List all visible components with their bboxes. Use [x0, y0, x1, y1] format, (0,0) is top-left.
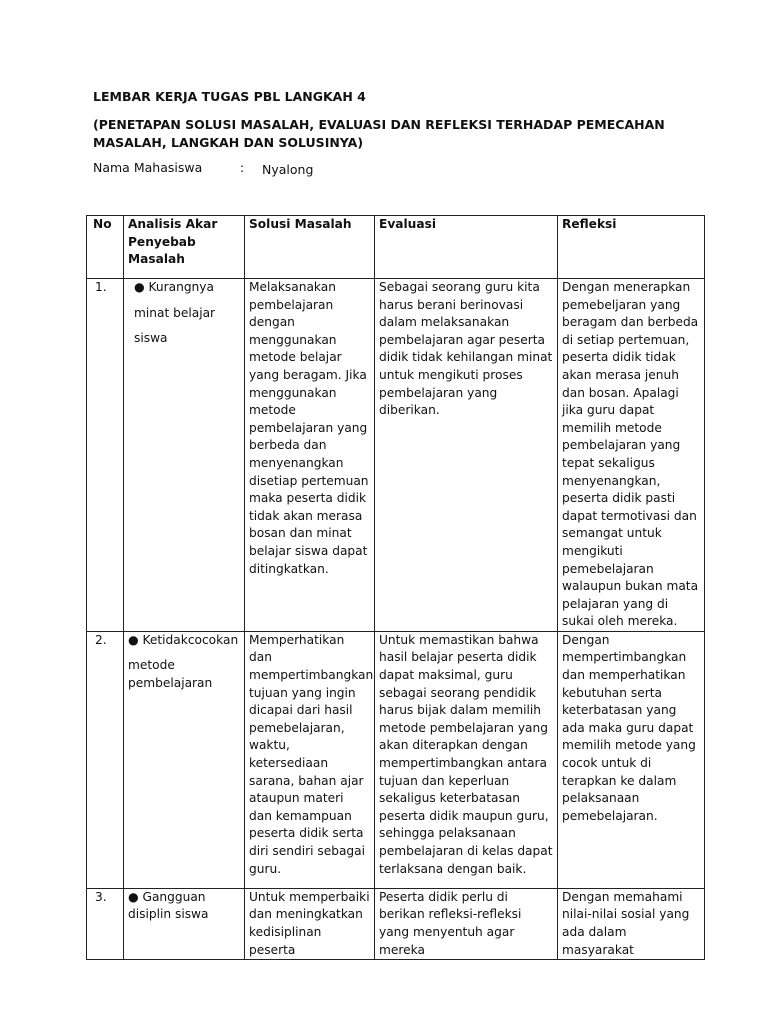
solusi-text: Melaksanakan pembelajaran dengan menggunakan metode belajar yang beragam. Jika menggunakan metode pembelajaran yang berbeda dan menyenangkan disetiap pertemuan maka peserta didik tidak akan merasa bosan dan minat belajar siswa dapat ditingkatkan.: [249, 280, 369, 576]
row-solusi: [245, 631, 375, 888]
evaluasi-text: Sebagai seorang guru kita harus berani berinovasi dalam melaksanakan pembelajaran agar peserta didik tidak kehilangan minat untuk mengikuti proses pembelajaran yang diberikan.: [379, 280, 553, 418]
table-row: [87, 888, 705, 959]
document-title: LEMBAR KERJA TUGAS PBL LANGKAH 4: [93, 89, 366, 104]
row-analisis: [124, 631, 245, 888]
row-number: 3.: [87, 888, 124, 959]
header-analisis: Analisis Akar Penyebab Masalah: [124, 216, 245, 279]
row-solusi: [245, 888, 375, 959]
pbl-table: [86, 215, 705, 960]
header-solusi: Solusi Masalah: [245, 216, 375, 279]
analisis-line: ● Kurangnya: [134, 280, 214, 294]
solusi-text: Untuk memperbaiki dan meningkatkan kedisiplinan peserta: [249, 889, 370, 957]
row-refleksi: [558, 631, 705, 888]
refleksi-text: Dengan mempertimbangkan dan memperhatikan kebutuhan serta keterbatasan yang ada maka guru dapat memilih metode yang cocok untuk di terapkan ke dalam pelaksanaan pemebelajaran.: [562, 632, 696, 823]
row-evaluasi: [375, 888, 558, 959]
analisis-line: minat belajar: [134, 305, 216, 320]
row-refleksi: [558, 279, 705, 632]
row-analisis: [124, 279, 245, 632]
analisis-line: siswa: [134, 331, 168, 346]
evaluasi-text: Peserta didik perlu di berikan refleksi-refleksi yang menyentuh agar mereka: [379, 889, 522, 957]
table-row: [87, 631, 705, 888]
analisis-line: ● Ketidakcocokan: [128, 632, 239, 647]
table-row: [87, 279, 705, 632]
table-header-row: [87, 216, 705, 279]
solusi-text: Memperhatikan dan mempertimbangkan tujuan yang ingin dicapai dari hasil pemebelajaran, waktu, ketersediaan sarana, bahan ajar ataupun materi dan kemampuan peserta didik serta diri sendiri sebagai guru.: [249, 632, 374, 876]
document-subtitle: (PENETAPAN SOLUSI MASALAH, EVALUASI DAN REFLEKSI TERHADAP PEMECAHAN MASALAH, LANGKAH DAN SOLUSINYA): [93, 117, 665, 150]
name-label: Nama Mahasiswa: [93, 160, 203, 175]
refleksi-text: Dengan memahami nilai-nilai sosial yang ada dalam masyarakat: [562, 889, 690, 957]
evaluasi-text: Untuk memastikan bahwa hasil belajar peserta didik dapat maksimal, guru sebagai seorang pendidik harus bijak dalam memilih metode pembelajaran yang akan diterapkan dengan mempertimbangkan antara tujuan dan keperluan sekaligus keterbatasan peserta didik maupun guru, sehingga pelaksanaan pembelajaran di kelas dapat terlaksana dengan baik.: [379, 632, 553, 876]
row-number: 2.: [87, 631, 124, 888]
header-no: No: [87, 216, 124, 279]
name-colon: :: [240, 160, 245, 175]
row-analisis: [124, 888, 245, 959]
analisis-line: metode pembelajaran: [128, 658, 213, 691]
row-refleksi: [558, 888, 705, 959]
refleksi-text: Dengan menerapkan pemebeljaran yang beragam dan berbeda di setiap pertemuan, peserta didik tidak akan merasa jenuh dan bosan. Apalagi jika guru dapat memilih metode pembelajaran yang tepat sekaligus menyenangkan, peserta didik pasti dapat termotivasi dan semangat untuk mengikuti pemebelajaran walaupun bukan mata pelajaran yang di sukai oleh mereka.: [562, 280, 699, 629]
analisis-line: ● Gangguan disiplin siswa: [128, 889, 209, 922]
header-refleksi: Refleksi: [558, 216, 705, 279]
row-evaluasi: [375, 631, 558, 888]
row-evaluasi: [375, 279, 558, 632]
name-value: Nyalong: [262, 162, 314, 177]
row-solusi: [245, 279, 375, 632]
row-number: 1.: [87, 279, 124, 632]
header-evaluasi: Evaluasi: [375, 216, 558, 279]
